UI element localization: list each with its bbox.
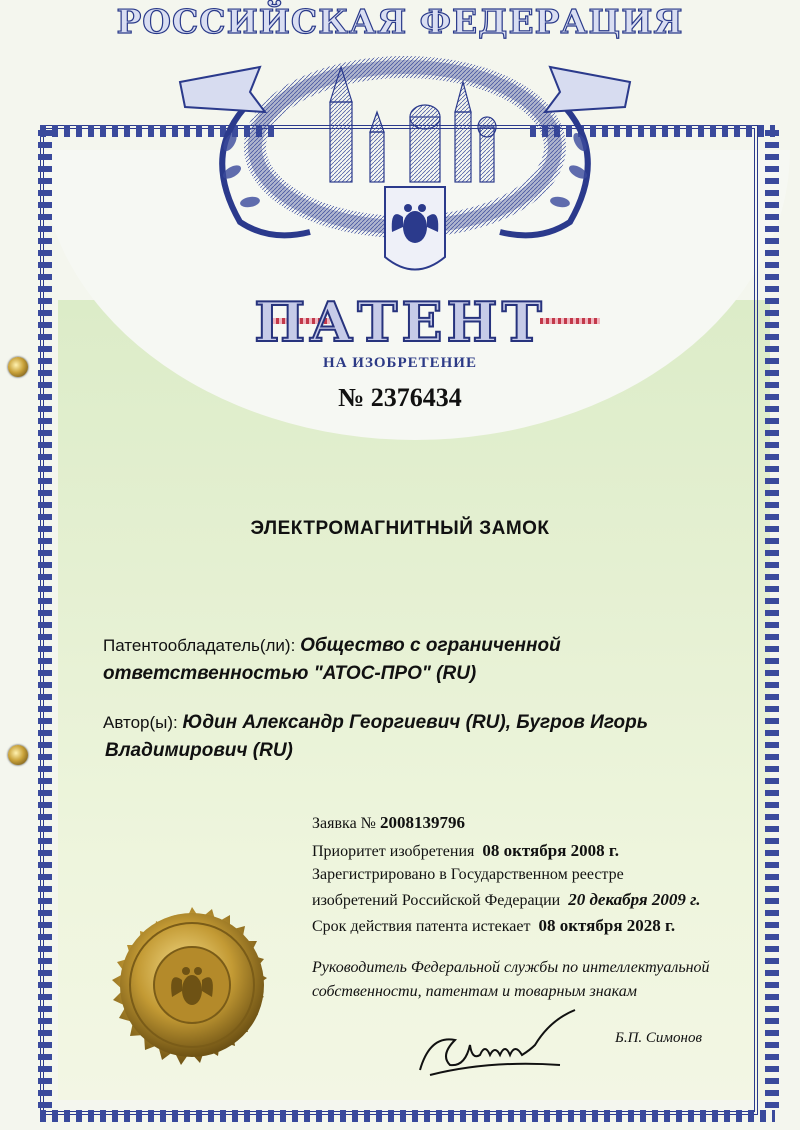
patent-number: № 2376434 [338, 383, 462, 412]
registered-line [312, 862, 772, 913]
priority-label: Приоритет изобретения [312, 843, 475, 860]
priority-line [312, 838, 772, 864]
country-title: РОССИЙСКАЯ ФЕДЕРАЦИЯ [116, 2, 684, 41]
authors-value-line1: Юдин Александр Георгиевич (RU), Бугров Игорь [182, 712, 648, 733]
authors-value-line2: Владимирович (RU) [105, 740, 293, 761]
kremlin-emblem-icon [170, 42, 640, 292]
holder-value-line1: Общество с ограниченной [300, 635, 561, 656]
expiry-line [312, 913, 772, 939]
expiry-label: Срок действия патента истекает [312, 918, 531, 935]
holder-label: Патентообладатель(ли): [103, 636, 296, 655]
official-title-line1: Руководитель Федеральной службы по интеллектуальной [312, 959, 710, 976]
registered-date: 20 декабря 2009 г. [568, 890, 701, 909]
priority-date: 08 октября 2008 г. [482, 841, 619, 860]
holder-value-line2: ответственностью "АТОС-ПРО" (RU) [103, 663, 477, 684]
application-label: Заявка № [312, 815, 376, 832]
official-name: Б.П. Симонов [615, 1030, 702, 1046]
registered-label-line2: изобретений Российской Федерации [312, 892, 561, 909]
authors-label: Автор(ы): [103, 713, 178, 732]
binder-hole-icon [8, 745, 28, 765]
official-title [312, 956, 772, 1004]
border-left [38, 130, 52, 1110]
official-title-line2: собственности, патентам и товарным знакам [312, 983, 637, 1000]
invention-title: ЭЛЕКТРОМАГНИТНЫЙ ЗАМОК [250, 518, 550, 539]
application-number: 2008139796 [379, 813, 465, 832]
signature-icon [410, 1005, 590, 1085]
application-line [312, 810, 772, 836]
gold-seal-icon [92, 885, 292, 1085]
registered-label-line1: Зарегистрировано в Государственном реестре [312, 866, 624, 883]
border-bottom [40, 1110, 775, 1122]
authors-block [103, 709, 723, 765]
document-subtitle: НА ИЗОБРЕТЕНИЕ [323, 355, 477, 371]
holder-block [103, 632, 723, 688]
document-type: ПАТЕНТ [254, 290, 546, 354]
expiry-date: 08 октября 2028 г. [538, 916, 676, 935]
